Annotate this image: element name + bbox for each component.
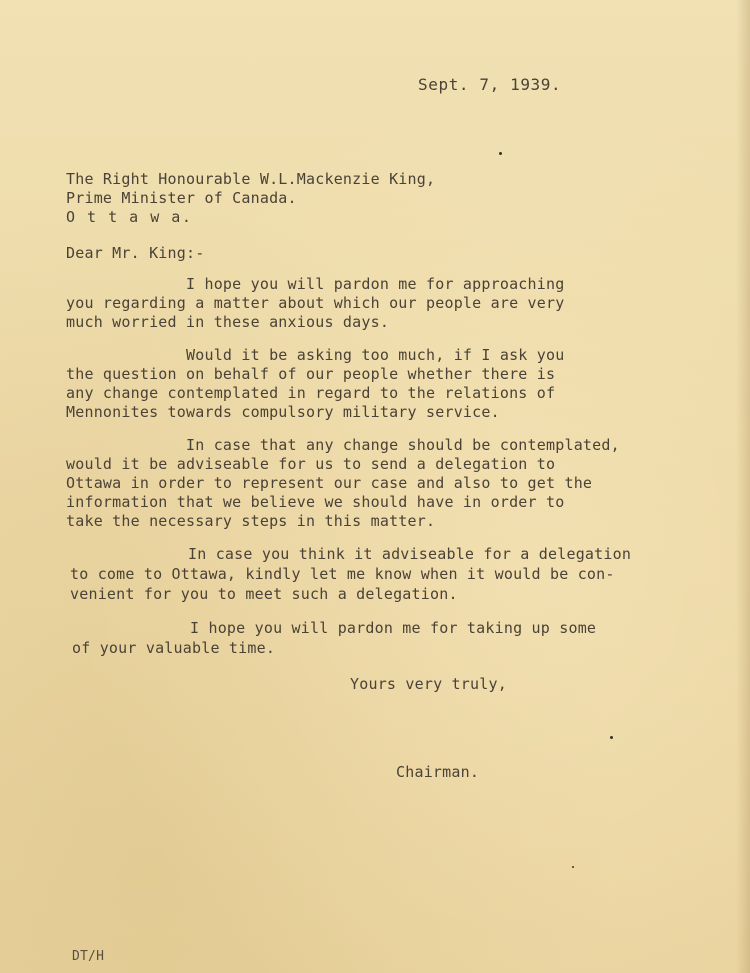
body-line: In case you think it adviseable for a delegation	[188, 545, 632, 563]
body-line: I hope you will pardon me for approaching	[186, 275, 565, 293]
body-line: take the necessary steps in this matter.	[66, 512, 436, 530]
salutation: Dear Mr. King:-	[66, 244, 205, 262]
body-line: much worried in these anxious days.	[66, 313, 390, 331]
letter-date: Sept. 7, 1939.	[418, 75, 562, 94]
page-edge-shadow	[736, 0, 750, 973]
body-line: Mennonites towards compulsory military service.	[66, 403, 500, 421]
closing: Yours very truly,	[350, 675, 507, 693]
paper-speck	[610, 736, 613, 739]
body-line: of your valuable time.	[72, 639, 276, 657]
typist-initials: DT/H	[72, 949, 105, 964]
body-line: information that we believe we should have in order to	[66, 493, 565, 511]
body-line: you regarding a matter about which our people are very	[66, 294, 565, 312]
body-line: Would it be asking too much, if I ask you	[186, 346, 565, 364]
body-line: venient for you to meet such a delegation.	[70, 585, 458, 603]
body-line: would it be adviseable for us to send a delegation to	[66, 455, 556, 473]
body-line: In case that any change should be contemplated,	[186, 436, 620, 454]
body-line: any change contemplated in regard to the relations of	[66, 384, 556, 402]
paper-speck	[572, 866, 574, 868]
body-line: I hope you will pardon me for taking up some	[190, 619, 597, 637]
recipient-title: Prime Minister of Canada.	[66, 189, 297, 207]
body-line: to come to Ottawa, kindly let me know when it would be con-	[70, 565, 615, 583]
body-line: the question on behalf of our people whether there is	[66, 365, 556, 383]
recipient-name: The Right Honourable W.L.Mackenzie King,	[66, 170, 436, 188]
recipient-city: O t t a w a.	[66, 208, 193, 226]
body-line: Ottawa in order to represent our case and also to get the	[66, 474, 593, 492]
paper-speck	[499, 152, 502, 155]
signature-title: Chairman.	[396, 763, 480, 781]
